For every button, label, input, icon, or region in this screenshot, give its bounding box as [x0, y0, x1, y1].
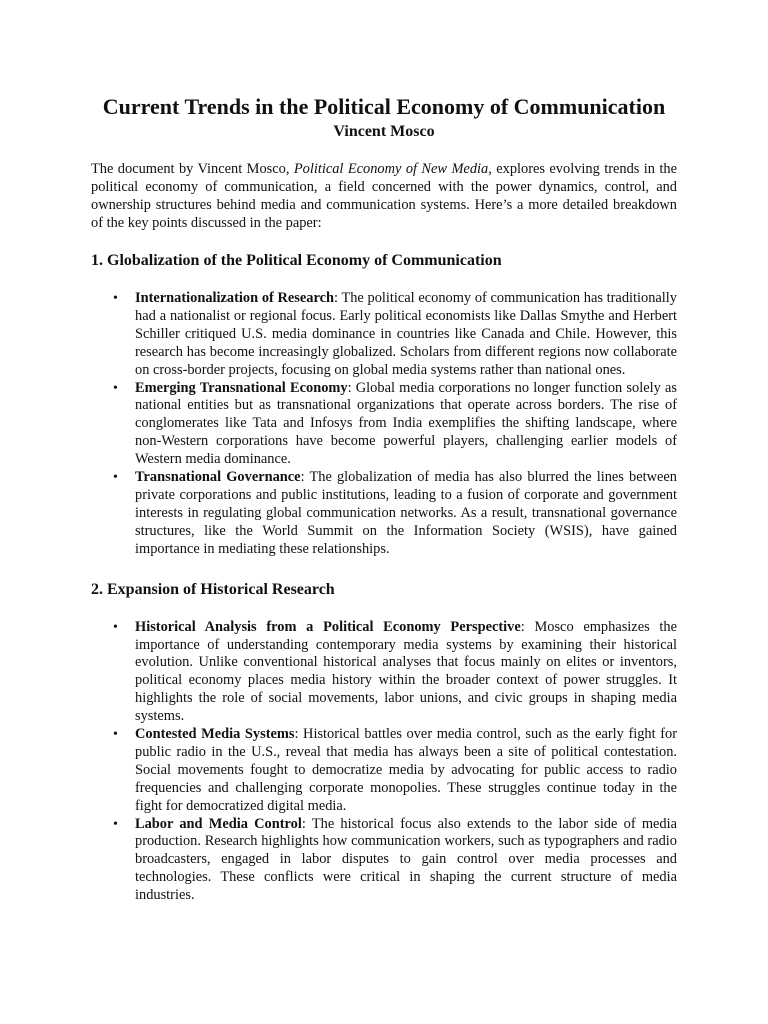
- list-item: [91, 469, 677, 559]
- item-text: : The historical focus also extends to the labor side of media production. Research highlights how communication workers, such as typographers and radio broadcasters, engaged in labor disputes to gain control over media processes and technologies. These conflicts were critical in shaping the current structure of media industries.: [135, 815, 677, 904]
- document-title: Current Trends in the Political Economy of Communication: [102, 94, 666, 119]
- item-term: Internationalization of Research: [135, 290, 334, 306]
- item-term: Contested Media Systems: [135, 726, 295, 743]
- item-text: : Historical battles over media control, such as the early fight for public radio in the U.S., reveal that media has always been a site of political contestation. Social movements fought to democratize media by advocating for public access to radio frequencies and challenging corporate monopolies. These struggles continue today in the fight for democratized digital media.: [135, 726, 677, 814]
- list-item: [91, 290, 677, 380]
- bullet-list-historical-research: [91, 619, 677, 906]
- bullet-icon: •: [113, 291, 118, 306]
- bullet-icon: •: [113, 727, 118, 743]
- section-heading-historical-research: 2. Expansion of Historical Research: [91, 580, 335, 598]
- list-item: [91, 726, 677, 816]
- author-name: Vincent Mosco: [333, 123, 435, 140]
- intro-text-start: The document by Vincent Mosco,: [91, 161, 294, 177]
- item-text: : The globalization of media has also blurred the lines between private corporations and public institutions, leading to a fusion of corporate and government interests in regulating global communication networks. As a result, transnational governance structures, like the World Summit on the Information Society (WSIS), have gained importance in mediating these relationships.: [135, 469, 677, 557]
- section-heading-globalization: 1. Globalization of the Political Economy of Communication: [91, 252, 502, 269]
- item-text: : Global media corporations no longer function solely as national entities but as transnational organizations that operate across borders. The rise of conglomerates like Tata and Infosys from India exemplifies the shifting landscape, where non-Western corporations have become powerful players, challenging earlier models of Western media dominance.: [135, 379, 677, 468]
- intro-paragraph: [91, 160, 677, 232]
- intro-book-title: Political Economy of New Media: [293, 161, 489, 177]
- list-item: [91, 619, 677, 726]
- list-item: [91, 380, 677, 470]
- item-term: Historical Analysis from a Political Economy Perspective: [135, 618, 521, 635]
- document-page: [91, 92, 677, 905]
- bullet-icon: •: [113, 619, 118, 635]
- intro-text-end: , explores evolving trends in the political economy of communication, a field concerned with the power dynamics, control, and ownership structures behind media and communication systems. Here’s a more detailed breakdown of the key points discussed in the paper:: [91, 161, 678, 231]
- bullet-icon: •: [113, 816, 118, 832]
- item-text: : Mosco emphasizes the importance of understanding contemporary media systems by examining their historical evolution. Unlike conventional historical analyses that focus mainly on elites or inventors, political economy places media history within the broader context of power struggles. It highlights the role of social movements, labor unions, and civic groups in shaping media systems.: [135, 618, 677, 725]
- item-term: Transnational Governance: [135, 469, 301, 486]
- bullet-list-globalization: [91, 290, 677, 559]
- list-item: [91, 816, 677, 906]
- item-text: : The political economy of communication has traditionally had a nationalist or regional focus. Early political economists like Dallas Smythe and Herbert Schiller critiqued U.S. media dominance in countries like Canada and Chile. However, this research has become increasingly globalized. Scholars from different regions now collaborate on cross-border projects, focusing on global media systems rather than national ones.: [135, 290, 677, 378]
- bullet-icon: •: [113, 470, 118, 486]
- bullet-icon: •: [113, 380, 118, 396]
- item-term: Emerging Transnational Economy: [135, 379, 348, 396]
- item-term: Labor and Media Control: [135, 815, 302, 832]
